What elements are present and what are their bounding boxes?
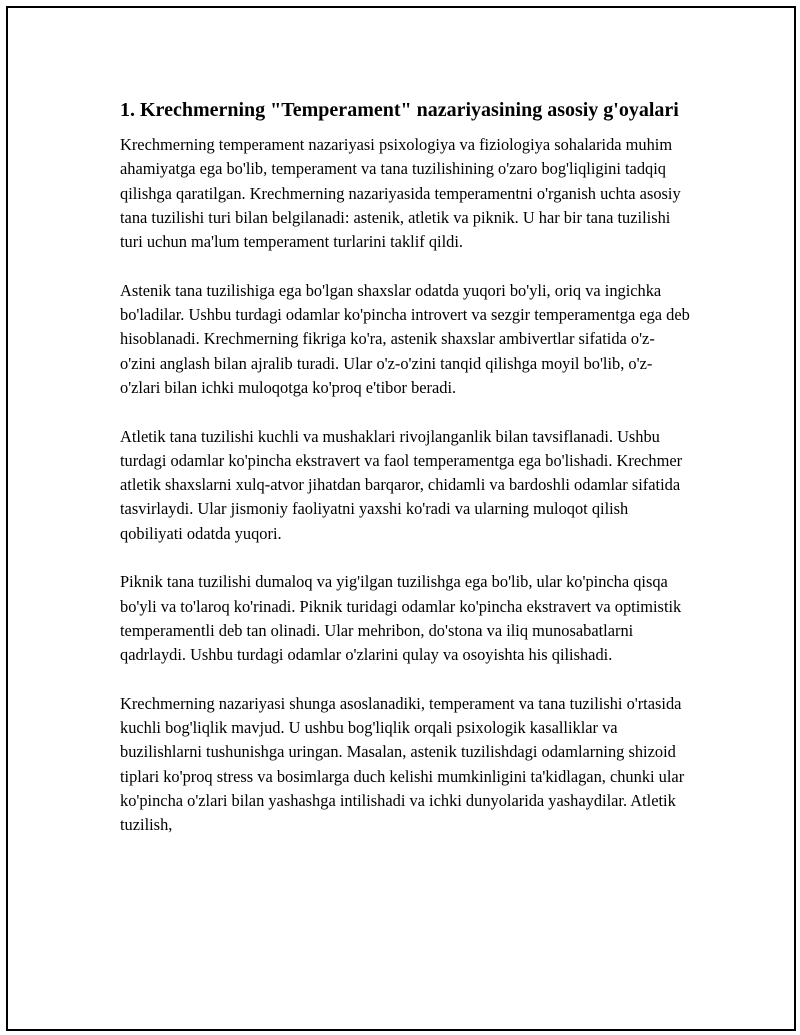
paragraph-intro: Krechmerning temperament nazariyasi psixologiya va fiziologiya sohalarida muhim ahamiyatga ega bo'lib, temperament va tana tuzilishining o'zaro bog'liqligini tadqiq qilishga qaratilgan. Krechmerning nazariyasida temperamentni o'rganish uchta asosiy tana tuzilishi turi bilan belgilanadi: astenik, atletik va piknik. U har bir tana tuzilishi turi uchun ma'lum temperament turlarini taklif qildi. xyxy=(120,135,681,252)
page-frame xyxy=(6,6,796,1031)
paragraph-astenik: Astenik tana tuzilishiga ega bo'lgan shaxslar odatda yuqori bo'yli, oriq va ingichka bo'ladilar. Ushbu turdagi odamlar ko'pincha introvert va sezgir temperamentga ega deb hisoblanadi. Krechmerning fikriga ko'ra, astenik shaxslar ambivertlar sifatida o'z-o'zini anglash bilan ajralib turadi. Ular o'z-o'zini tanqid qilishga moyil bo'lib, o'z-o'zlari bilan ichki muloqotga ko'proq e'tibor beradi. xyxy=(120,280,690,397)
document-body xyxy=(120,96,690,862)
section-heading: 1. Krechmerning "Temperament" nazariyasining asosiy g'oyalari xyxy=(120,99,679,121)
paragraph-piknik: Piknik tana tuzilishi dumaloq va yig'ilgan tuzilishga ega bo'lib, ular ko'pincha qisqa bo'yli va to'laroq ko'rinadi. Piknik turidagi odamlar ko'pincha ekstravert va optimistik temperamentli deb tan olinadi. Ular mehribon, do'stona va iliq munosabatlarni qadrlaydi. Ushbu turdagi odamlar o'zlarini qulay va osoyishta his qilishadi. xyxy=(120,572,682,665)
paragraph-conclusion: Krechmerning nazariyasi shunga asoslanadiki, temperament va tana tuzilishi o'rtasida kuchli bog'liqlik mavjud. U ushbu bog'liqlik orqali psixologik kasalliklar va buzilishlarni tushunishga uringan. Masalan, astenik tuzilishdagi odamlarning shizoid tiplari ko'proq stress va bosimlarga duch kelishi mumkinligini ta'kidlagan, chunki ular ko'pincha o'zlari bilan yashashga intilishadi va ichki dunyolarida yashaydilar. Atletik tuzilish, xyxy=(120,693,685,835)
paragraph-atletik: Atletik tana tuzilishi kuchli va mushaklari rivojlanganlik bilan tavsiflanadi. Ushbu turdagi odamlar ko'pincha ekstravert va faol temperamentga ega bo'lishadi. Krechmer atletik shaxslarni xulq-atvor jihatdan barqaror, chidamli va bardoshli odamlar sifatida tasvirlaydi. Ular jismoniy faoliyatni yaxshi ko'radi va ularning muloqot qilish qobiliyati odatda yuqori. xyxy=(120,426,683,543)
